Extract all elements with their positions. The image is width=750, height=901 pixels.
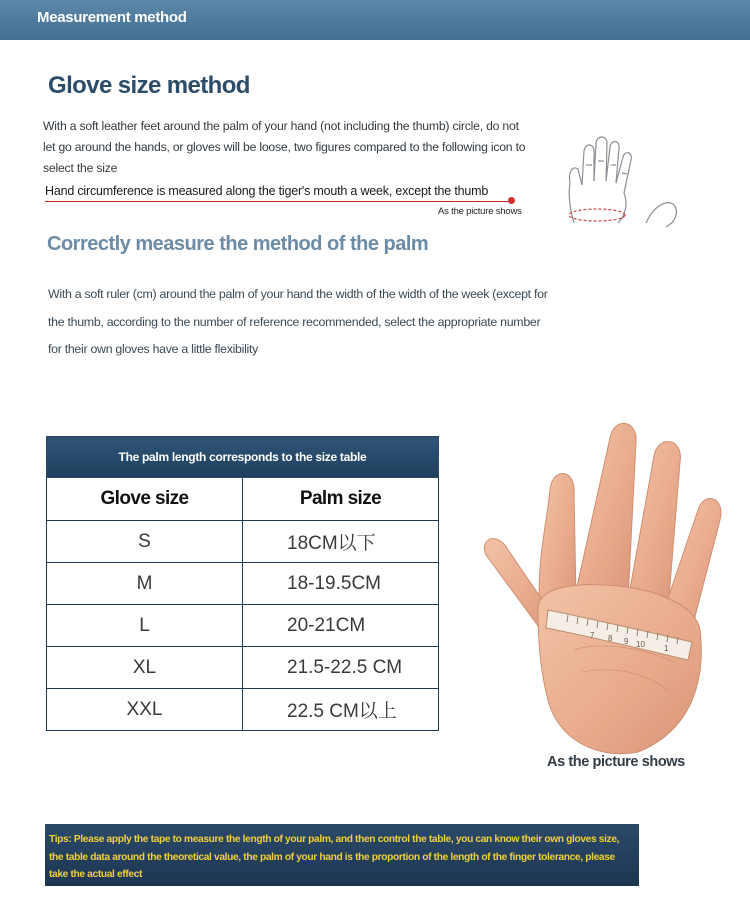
glove-size-cell: S <box>47 521 243 563</box>
tape-mark: 7 <box>590 631 595 640</box>
glove-size-cell: XXL <box>47 689 243 731</box>
tips-text: Tips: Please apply the tape to measure the length of your palm, and then control the table, you can know their own gloves size, the table data around the theoretical value, the palm of your hand is the proportion of the length of the finger tolerance, please take the actual effect <box>49 834 620 880</box>
hand-photo-illustration <box>478 410 728 760</box>
measure-underline <box>45 201 511 202</box>
table-header-row <box>47 478 439 521</box>
tips-box <box>45 824 639 886</box>
tape-mark: 8 <box>608 634 613 643</box>
table-caption: The palm length corresponds to the size table <box>47 437 439 478</box>
table-row <box>47 689 439 731</box>
palm-method-heading: Correctly measure the method of the palm <box>47 233 429 255</box>
glove-size-cell: XL <box>47 647 243 689</box>
tiger-mouth-note: Hand circumference is measured along the tiger's mouth a week, except the thumb <box>45 184 489 198</box>
hand-sketch-illustration <box>556 135 686 230</box>
column-header-palm-size: Palm size <box>243 478 439 521</box>
palm-method-description: With a soft ruler (cm) around the palm of your hand the width of the width of the week (except for the thumb, according to the number of reference recommended, select the appropriate number for their own gloves have a little flexibility <box>48 287 548 356</box>
column-header-glove-size: Glove size <box>47 478 243 521</box>
glove-size-heading: Glove size method <box>48 72 250 99</box>
table-row <box>47 605 439 647</box>
tape-mark: 9 <box>624 637 629 646</box>
header-bar <box>0 0 750 40</box>
header-title: Measurement method <box>37 9 187 26</box>
table-row <box>47 563 439 605</box>
size-table <box>46 436 439 731</box>
palm-size-cell: 22.5 CM以上 <box>243 689 439 731</box>
palm-size-cell: 20-21CM <box>243 605 439 647</box>
measure-dot <box>508 197 515 204</box>
table-row <box>47 521 439 563</box>
tape-mark: 10 <box>636 640 645 649</box>
sketch-caption: As the picture shows <box>438 206 522 217</box>
tape-mark: 1 <box>664 644 669 653</box>
palm-size-cell: 18-19.5CM <box>243 563 439 605</box>
palm-size-cell: 18CM以下 <box>243 521 439 563</box>
hand-photo-caption: As the picture shows <box>547 754 685 770</box>
glove-size-cell: L <box>47 605 243 647</box>
palm-size-cell: 21.5-22.5 CM <box>243 647 439 689</box>
glove-size-cell: M <box>47 563 243 605</box>
table-caption-row <box>47 437 439 478</box>
table-row <box>47 647 439 689</box>
glove-method-description: With a soft leather feet around the palm of your hand (not including the thumb) circle, do not let go around the hands, or gloves will be loose, two figures compared to the following icon to select the size <box>43 119 526 175</box>
